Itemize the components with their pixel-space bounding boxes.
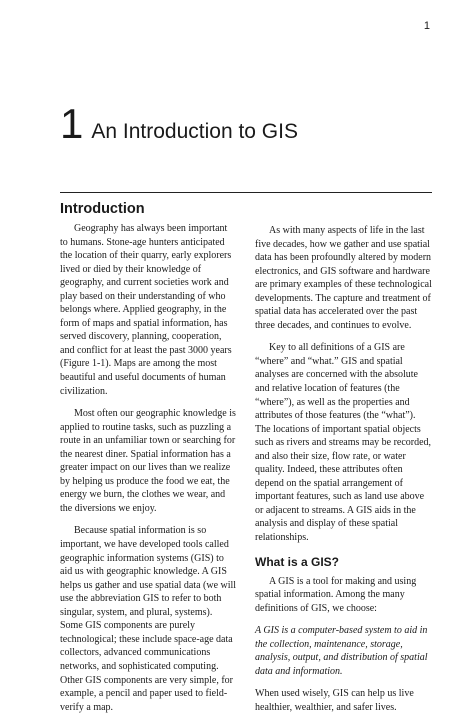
paragraph: A GIS is a tool for making and using spatial information. Among the many definitions of GIS, we choose: <box>255 575 417 614</box>
paragraph: Most often our geographic knowledge is applied to routine tasks, such as puzzling a route in an unfamiliar town or searching for the nearest diner. Spatial information has a greater impact on our lives than we realize by helping us produce the food we eat, the energy we burn, the clothes we wear, and the diversions we enjoy. <box>60 408 236 514</box>
subsection-heading: What is a GIS? <box>255 554 340 569</box>
paragraph: When used wisely, GIS can help us live healthier, wealthier, and safer lives. <box>255 688 414 713</box>
gis-definition: A GIS is a computer-based system to aid in the collection, maintenance, storage, analysis, output, and distribution of spatial data and information. <box>255 625 428 677</box>
paragraph: Key to all definitions of a GIS are “where” and “what.” GIS and spatial analyses are concerned with the absolute and relative location of features (the “where”), as well as the properties and attributes of those features (the “what”). The locations of important spatial objects such as rivers and streams may be recorded, and also their size, flow rate, or water quality. Indeed, these attributes often depend on the spatial arrangement of important features, such as land use above or adjacent to streams. A GIS aids in the analysis and display of these spatial relationships. <box>255 342 432 544</box>
page-number: 1 <box>423 20 430 32</box>
chapter-heading <box>60 100 298 148</box>
paragraph: Geography has always been important to humans. Stone-age hunters anticipated the location of their quarry, early explorers lived or died by their knowledge of geography, and current societies work and play based on their understanding of who belongs where. Applied geography, in the form of maps and spatial information, has served discovery, planning, cooperation, and conflict for at least the past 3000 years (Figure 1-1). Maps are among the most beautiful and useful documents of human civilization. <box>60 223 232 397</box>
paragraph: Because spatial information is so important, we have developed tools called geographic information systems (GIS) to aid us with geographic knowledge. A GIS helps us gather and use spatial data (we will use the abbreviation GIS to refer to both singular, system, and plural, systems). Some GIS components are purely technological; these include space-age data collectors, advanced communications networks, and sophisticated computing. Other GIS components are very simple, for example, a pencil and paper used to field-verify a map. <box>60 525 237 713</box>
chapter-title: An Introduction to GIS <box>91 120 298 143</box>
chapter-number: 1 <box>60 100 84 147</box>
right-column <box>255 224 432 724</box>
chapter-divider <box>60 192 432 193</box>
paragraph: As with many aspects of life in the last five decades, how we gather and use spatial data has been profoundly altered by modern electronics, and GIS software and hardware are primary examples of these technological developments. The capture and treatment of spatial data has accelerated over the past three decades, and continues to evolve. <box>255 225 432 331</box>
left-column <box>60 200 237 723</box>
section-heading: Introduction <box>60 201 145 217</box>
